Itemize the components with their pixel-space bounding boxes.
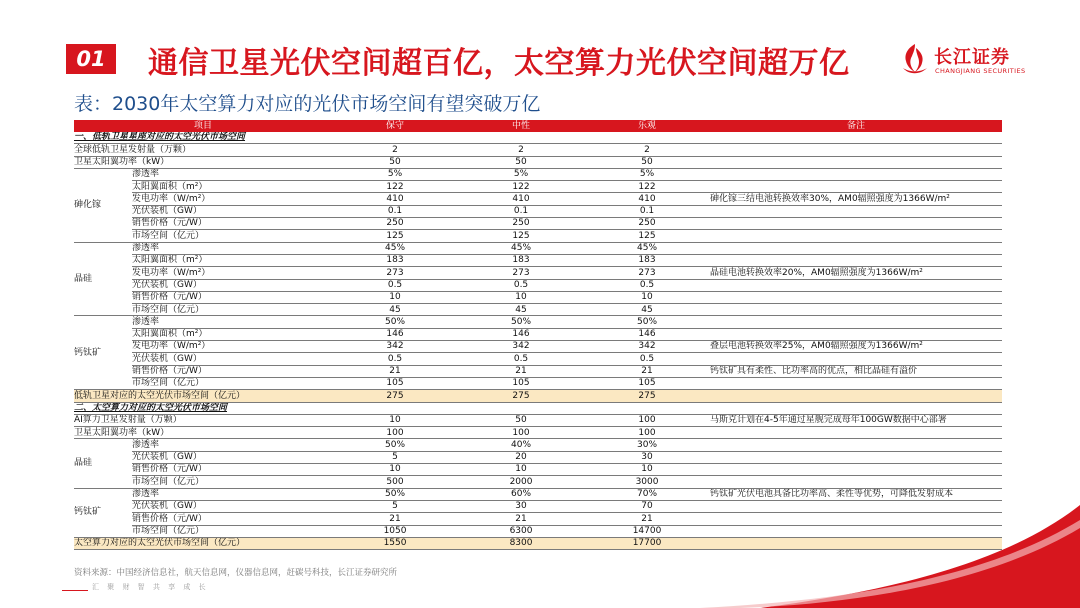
row-label: 市场空间（亿元） xyxy=(132,304,205,315)
cell-optimistic: 410 xyxy=(638,193,656,204)
cell-conservative: 0.1 xyxy=(387,206,403,217)
table-row xyxy=(74,464,1002,476)
group-label: 晶硅 xyxy=(74,273,93,284)
cell-optimistic: 105 xyxy=(638,378,656,389)
cell-conservative: 10 xyxy=(389,464,401,475)
table-row xyxy=(74,513,1002,525)
cell-note xyxy=(710,377,1002,389)
group-label: 钙钛矿 xyxy=(74,507,102,518)
total-row xyxy=(74,390,1002,402)
cell-optimistic: 30 xyxy=(641,452,653,463)
row-label: 渗透率 xyxy=(132,169,160,180)
cell-note xyxy=(710,316,1002,328)
table-row xyxy=(74,304,1002,316)
group-label: 砷化镓 xyxy=(74,200,102,211)
header-item: 项目 xyxy=(74,120,332,132)
cell-conservative: 45 xyxy=(389,304,401,315)
cell-neutral: 30 xyxy=(515,501,527,512)
cell-optimistic: 183 xyxy=(638,255,656,266)
cell-neutral: 45% xyxy=(511,243,532,254)
cell-neutral: 8300 xyxy=(458,537,584,549)
cell-conservative: 125 xyxy=(386,230,404,241)
cell-optimistic: 10 xyxy=(641,464,653,475)
cell-conservative: 50% xyxy=(385,489,406,499)
cell-optimistic: 21 xyxy=(641,366,653,377)
row-label: 渗透率 xyxy=(132,439,160,450)
cell-note: 叠层电池转换效率25%，AM0辐照强度为1366W/m² xyxy=(710,341,923,352)
cell-neutral: 146 xyxy=(512,329,530,340)
cell-note xyxy=(710,205,1002,217)
table-row xyxy=(74,414,1002,426)
cell-conservative: 2 xyxy=(392,144,398,155)
cell-note xyxy=(710,464,1002,476)
logo-text-en: CHANGJIANG SECURITIES xyxy=(935,67,1026,75)
table-row xyxy=(74,230,1002,242)
row-label: 渗透率 xyxy=(132,489,160,499)
header-optimistic: 乐观 xyxy=(584,120,710,132)
row-label: 光伏装机（GW） xyxy=(132,501,202,512)
row-label: 卫星太阳翼功率（kW） xyxy=(74,427,170,438)
company-logo xyxy=(900,40,1030,80)
cell-note xyxy=(710,500,1002,512)
table-row xyxy=(74,341,1002,353)
row-label: 市场空间（亿元） xyxy=(132,476,205,487)
cell-neutral: 10 xyxy=(515,464,527,475)
footer-divider xyxy=(62,590,88,591)
table-row xyxy=(74,328,1002,340)
row-label: 太阳翼面积（m²） xyxy=(132,329,208,340)
row-label: 卫星太阳翼功率（kW） xyxy=(74,156,170,167)
cell-conservative: 183 xyxy=(386,255,404,266)
cell-optimistic: 0.5 xyxy=(639,279,655,290)
cell-note xyxy=(710,230,1002,242)
cell-note xyxy=(710,218,1002,230)
cell-conservative: 100 xyxy=(386,427,404,438)
row-label: 销售价格（元/W） xyxy=(132,464,207,475)
cell-optimistic: 275 xyxy=(584,390,710,402)
table-row xyxy=(74,205,1002,217)
cell-note: 砷化镓三结电池转换效率30%，AM0辐照强度为1366W/m² xyxy=(710,193,950,204)
group-label: 钙钛矿 xyxy=(74,347,102,358)
cell-optimistic: 3000 xyxy=(635,476,659,487)
cell-neutral: 2000 xyxy=(509,476,533,487)
cell-optimistic: 273 xyxy=(638,267,656,278)
section-heading: 二、太空算力对应的太空光伏市场空间 xyxy=(74,402,228,413)
cell-note xyxy=(710,390,1002,402)
header-notes: 备注 xyxy=(710,120,1002,132)
cell-optimistic: 10 xyxy=(641,292,653,303)
section-number-badge: 01 xyxy=(66,44,116,74)
cell-conservative: 342 xyxy=(386,341,404,352)
cell-neutral: 50 xyxy=(515,156,527,167)
cell-note: 钙钛矿光伏电池具备比功率高、柔性等优势，可降低发射成本 xyxy=(710,489,954,499)
cell-optimistic: 21 xyxy=(641,513,653,524)
table-row xyxy=(74,193,1002,205)
cell-note: 钙钛矿具有柔性、比功率高的优点，相比晶硅有溢价 xyxy=(710,366,918,377)
cell-conservative: 250 xyxy=(386,218,404,229)
cell-optimistic: 70% xyxy=(637,489,658,499)
cell-optimistic: 2 xyxy=(644,144,650,155)
data-source: 资料来源：中国经济信息社，航天信息网，仪器信息网，赶碳号科技，长江证券研究所 xyxy=(74,568,398,578)
cell-note xyxy=(710,291,1002,303)
cell-conservative: 122 xyxy=(386,181,404,192)
slide-title: 通信卫星光伏空间超百亿，太空算力光伏空间超万亿 xyxy=(148,46,850,81)
table-row xyxy=(74,353,1002,365)
cell-optimistic: 17700 xyxy=(584,537,710,549)
cell-optimistic: 100 xyxy=(638,427,656,438)
row-label: 渗透率 xyxy=(132,316,160,327)
table-row xyxy=(74,500,1002,512)
cell-conservative: 5% xyxy=(387,169,403,180)
table-row xyxy=(74,439,1002,451)
cell-optimistic: 50% xyxy=(637,316,658,327)
row-label: 全球低轨卫星发射量（万颗） xyxy=(74,144,192,155)
table-row xyxy=(74,168,1002,180)
cell-conservative: 410 xyxy=(386,193,404,204)
cell-neutral: 342 xyxy=(512,341,530,352)
row-label: 渗透率 xyxy=(132,243,160,254)
row-label: 光伏装机（GW） xyxy=(132,279,202,290)
table-row xyxy=(74,316,1002,328)
cell-optimistic: 14700 xyxy=(632,525,662,536)
section-row xyxy=(74,402,1002,414)
table-row xyxy=(74,525,1002,537)
cell-conservative: 5 xyxy=(392,452,398,463)
row-label: 市场空间（亿元） xyxy=(132,230,205,241)
table-row xyxy=(74,488,1002,500)
cell-neutral: 6300 xyxy=(509,525,533,536)
cell-conservative: 105 xyxy=(386,378,404,389)
changjiang-logo-icon xyxy=(900,42,930,76)
section-row xyxy=(74,132,1002,144)
cell-note xyxy=(710,168,1002,180)
cell-note: 马斯克计划在4-5年通过星舰完成每年100GW数据中心部署 xyxy=(710,415,947,426)
cell-note xyxy=(710,476,1002,488)
cell-neutral: 45 xyxy=(515,304,527,315)
cell-note xyxy=(710,304,1002,316)
cell-optimistic: 0.1 xyxy=(639,206,655,217)
section-heading: 一、低轨卫星星座对应的太空光伏市场空间 xyxy=(74,132,246,143)
cell-conservative: 50% xyxy=(385,316,406,327)
cell-neutral: 0.5 xyxy=(513,279,529,290)
table-row xyxy=(74,254,1002,266)
cell-neutral: 21 xyxy=(515,366,527,377)
cell-optimistic: 0.5 xyxy=(639,353,655,364)
row-label: 市场空间（亿元） xyxy=(132,525,205,536)
cell-neutral: 122 xyxy=(512,181,530,192)
cell-neutral: 5% xyxy=(513,169,529,180)
cell-note xyxy=(710,181,1002,193)
cell-conservative: 1050 xyxy=(383,525,407,536)
cell-optimistic: 342 xyxy=(638,341,656,352)
cell-conservative: 10 xyxy=(389,415,401,426)
table-row xyxy=(74,279,1002,291)
row-label: 太空算力对应的太空光伏市场空间（亿元） xyxy=(74,537,332,549)
cell-neutral: 50% xyxy=(511,316,532,327)
row-label: 太阳翼面积（m²） xyxy=(132,181,208,192)
cell-note xyxy=(710,525,1002,537)
table-row xyxy=(74,267,1002,279)
cell-conservative: 273 xyxy=(386,267,404,278)
cell-neutral: 20 xyxy=(515,452,527,463)
cell-conservative: 45% xyxy=(385,243,406,254)
cell-conservative: 21 xyxy=(389,366,401,377)
cell-optimistic: 45% xyxy=(637,243,658,254)
table-row xyxy=(74,218,1002,230)
cell-neutral: 250 xyxy=(512,218,530,229)
cell-conservative: 50% xyxy=(385,439,406,450)
cell-note xyxy=(710,328,1002,340)
cell-neutral: 105 xyxy=(512,378,530,389)
table-row xyxy=(74,365,1002,377)
row-label: 光伏装机（GW） xyxy=(132,452,202,463)
cell-neutral: 100 xyxy=(512,427,530,438)
cell-conservative: 10 xyxy=(389,292,401,303)
row-label: 发电功率（W/m²） xyxy=(132,341,211,352)
table-row xyxy=(74,476,1002,488)
table-row xyxy=(74,144,1002,156)
cell-optimistic: 30% xyxy=(637,439,658,450)
total-row xyxy=(74,537,1002,549)
market-space-table xyxy=(74,120,1002,550)
cell-neutral: 125 xyxy=(512,230,530,241)
cell-neutral: 0.5 xyxy=(513,353,529,364)
cell-neutral: 40% xyxy=(511,439,532,450)
cell-optimistic: 50 xyxy=(641,156,653,167)
header-neutral: 中性 xyxy=(458,120,584,132)
row-label: 市场空间（亿元） xyxy=(132,378,205,389)
cell-conservative: 5 xyxy=(392,501,398,512)
cell-conservative: 50 xyxy=(389,156,401,167)
cell-note xyxy=(710,279,1002,291)
cell-note: 晶硅电池转换效率20%，AM0辐照强度为1366W/m² xyxy=(710,267,923,278)
row-label: 光伏装机（GW） xyxy=(132,206,202,217)
cell-note xyxy=(710,242,1002,254)
cell-neutral: 2 xyxy=(518,144,524,155)
table-row xyxy=(74,291,1002,303)
row-label: AI算力卫星发射量（万颗） xyxy=(74,415,182,426)
table-row xyxy=(74,427,1002,439)
cell-note xyxy=(710,427,1002,439)
cell-neutral: 273 xyxy=(512,267,530,278)
cell-optimistic: 146 xyxy=(638,329,656,340)
cell-neutral: 60% xyxy=(511,489,532,499)
row-label: 发电功率（W/m²） xyxy=(132,267,211,278)
cell-optimistic: 45 xyxy=(641,304,653,315)
cell-note xyxy=(710,353,1002,365)
cell-note xyxy=(710,537,1002,549)
row-label: 销售价格（元/W） xyxy=(132,218,207,229)
cell-neutral: 21 xyxy=(515,513,527,524)
table-row xyxy=(74,181,1002,193)
cell-conservative: 275 xyxy=(332,390,458,402)
cell-conservative: 21 xyxy=(389,513,401,524)
cell-note xyxy=(710,451,1002,463)
cell-note xyxy=(710,254,1002,266)
cell-neutral: 10 xyxy=(515,292,527,303)
row-label: 太阳翼面积（m²） xyxy=(132,255,208,266)
cell-neutral: 50 xyxy=(515,415,527,426)
cell-optimistic: 125 xyxy=(638,230,656,241)
cell-neutral: 183 xyxy=(512,255,530,266)
logo-text-cn: 长江证券 xyxy=(934,47,1010,68)
cell-optimistic: 70 xyxy=(641,501,653,512)
table-title: 表：2030年太空算力对应的光伏市场空间有望突破万亿 xyxy=(74,93,541,115)
table-row xyxy=(74,451,1002,463)
cell-conservative: 500 xyxy=(386,476,404,487)
row-label: 发电功率（W/m²） xyxy=(132,193,211,204)
table-row xyxy=(74,242,1002,254)
footer-slogan: 汇 聚 财 智 共 享 成 长 xyxy=(92,583,209,591)
cell-conservative: 1550 xyxy=(332,537,458,549)
table-row xyxy=(74,156,1002,168)
table-row xyxy=(74,377,1002,389)
cell-conservative: 146 xyxy=(386,329,404,340)
cell-neutral: 275 xyxy=(458,390,584,402)
cell-optimistic: 250 xyxy=(638,218,656,229)
cell-note xyxy=(710,156,1002,168)
cell-note xyxy=(710,144,1002,156)
cell-neutral: 0.1 xyxy=(513,206,529,217)
cell-conservative: 0.5 xyxy=(387,279,403,290)
row-label: 销售价格（元/W） xyxy=(132,292,207,303)
table-header-row xyxy=(74,120,1002,132)
group-label: 晶硅 xyxy=(74,458,93,469)
row-label: 销售价格（元/W） xyxy=(132,366,207,377)
cell-optimistic: 122 xyxy=(638,181,656,192)
header-conservative: 保守 xyxy=(332,120,458,132)
row-label: 低轨卫星对应的太空光伏市场空间（亿元） xyxy=(74,390,332,402)
cell-conservative: 0.5 xyxy=(387,353,403,364)
row-label: 光伏装机（GW） xyxy=(132,353,202,364)
cell-neutral: 410 xyxy=(512,193,530,204)
row-label: 销售价格（元/W） xyxy=(132,513,207,524)
cell-optimistic: 100 xyxy=(638,415,656,426)
cell-note xyxy=(710,439,1002,451)
cell-optimistic: 5% xyxy=(639,169,655,180)
cell-note xyxy=(710,513,1002,525)
